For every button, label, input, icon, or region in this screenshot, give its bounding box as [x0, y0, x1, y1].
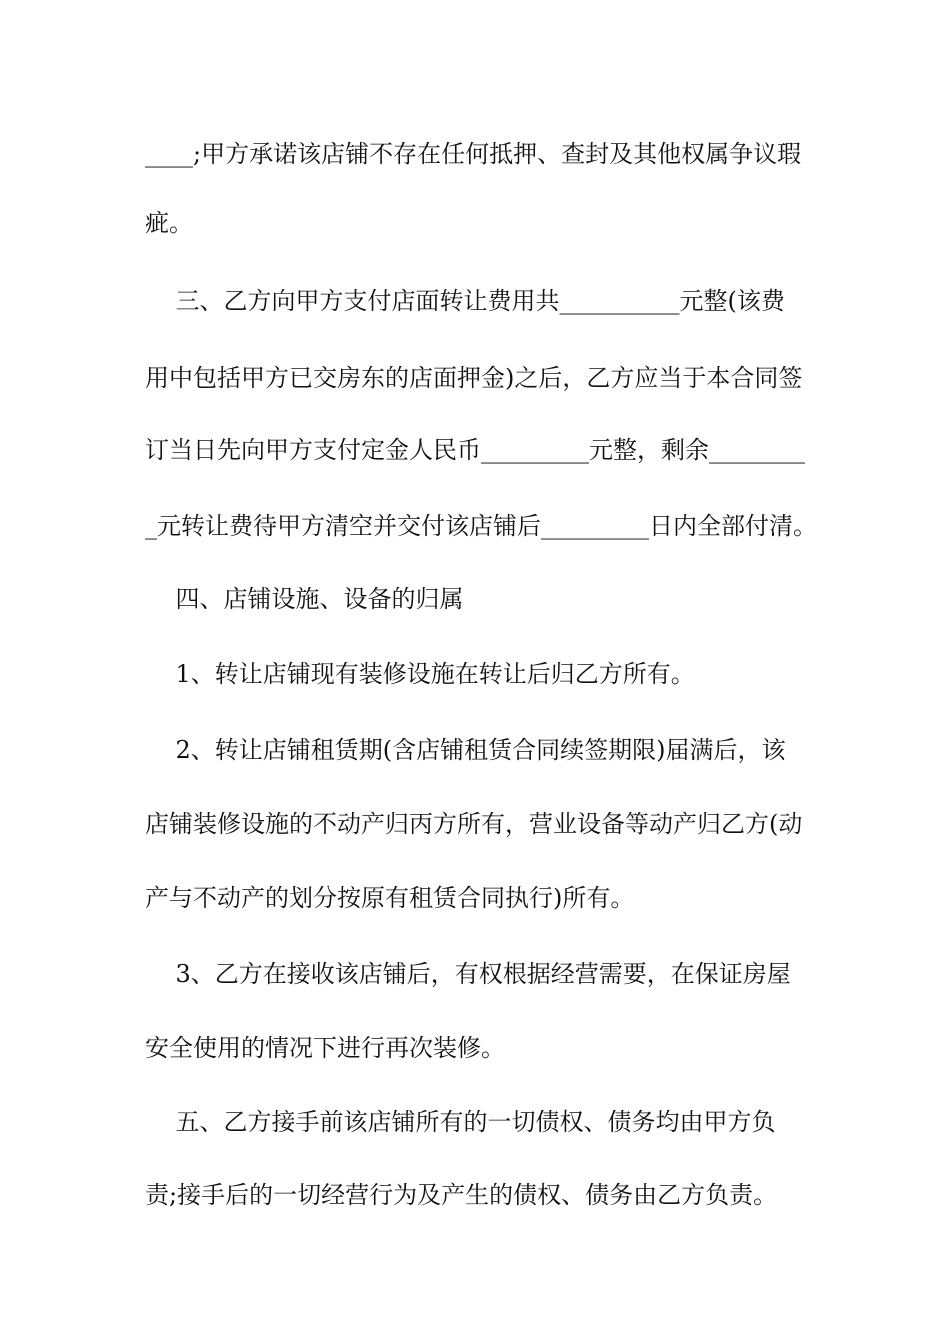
text-line: 订当日先向甲方支付定金人民币_________元整，剩余________	[145, 436, 805, 464]
text-line: 五、乙方接手前该店铺所有的一切债权、债务均由甲方负	[145, 1108, 776, 1136]
text-line: 2、转让店铺租赁期(含店铺租赁合同续签期限)届满后，该	[145, 736, 786, 764]
text-line: 三、乙方向甲方支付店面转让费用共__________元整(该费	[145, 287, 785, 315]
text-line: _元转让费待甲方清空并交付该店铺后_________日内全部付清。	[145, 512, 817, 540]
text-line: 3、乙方在接收该店铺后，有权根据经营需要，在保证房屋	[145, 960, 791, 988]
text-line: 责;接手后的一切经营行为及产生的债权、债务由乙方负责。	[145, 1181, 778, 1209]
text-line: 用中包括甲方已交房东的店面押金)之后，乙方应当于本合同签	[145, 364, 803, 392]
section-heading: 四、店铺设施、设备的归属	[145, 585, 464, 613]
text-line: ____;甲方承诺该店铺不存在任何抵押、查封及其他权属争议瑕	[145, 140, 802, 168]
text-line: 安全使用的情况下进行再次装修。	[145, 1034, 505, 1062]
text-line: 产与不动产的划分按原有租赁合同执行)所有。	[145, 884, 635, 912]
text-line: 1、转让店铺现有装修设施在转让后归乙方所有。	[145, 660, 695, 688]
text-line: 疵。	[145, 209, 193, 237]
text-line: 店铺装修设施的不动产归丙方所有，营业设备等动产归乙方(动	[145, 810, 803, 838]
